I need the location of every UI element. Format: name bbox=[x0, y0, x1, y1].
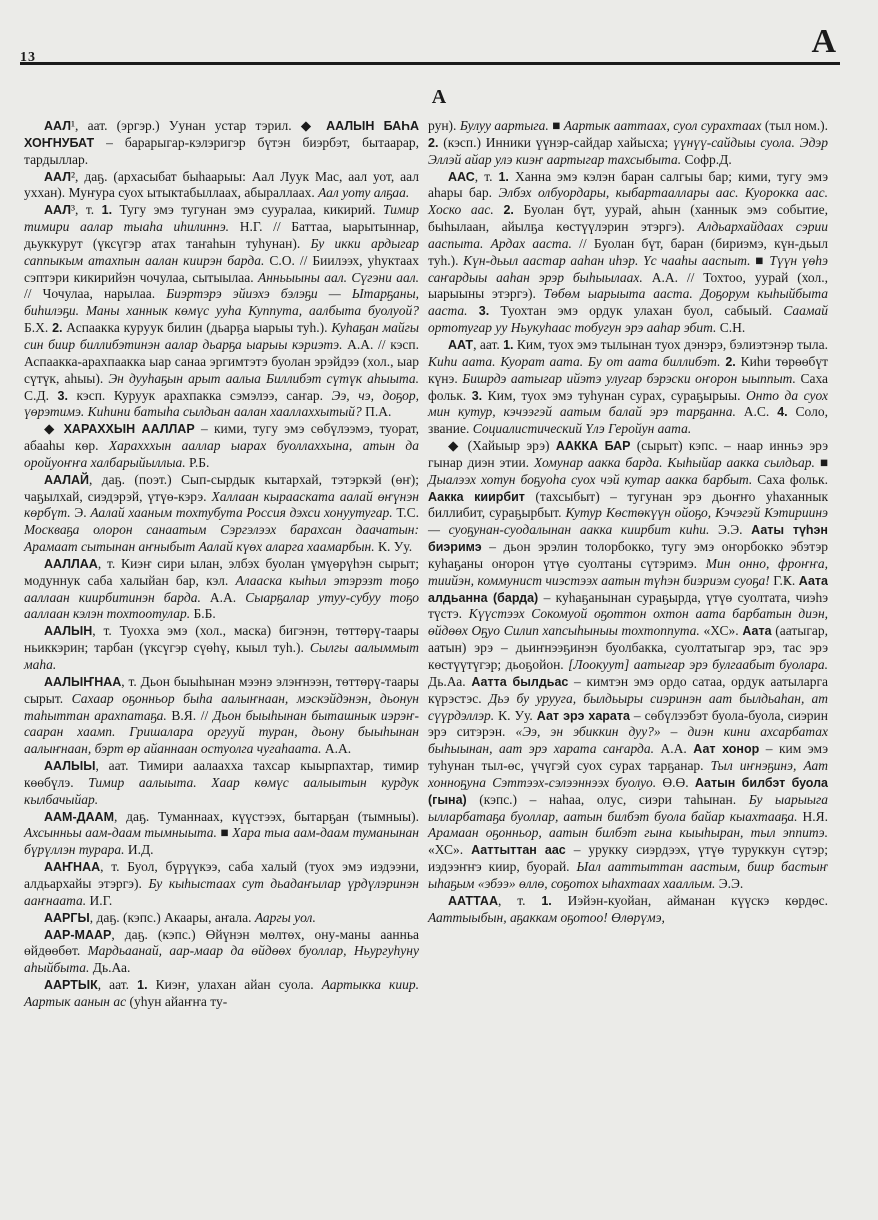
dictionary-entry: ААЛ¹, аат. (эргэр.) Уунан устар тэрил. ◆ ААЛЫН БАҺА ХОҤНУБАТ – барарыгар-кэлэригэр бүтэн биэрбэт, бытаарар, тардыллар. bbox=[24, 118, 420, 167]
dictionary-entry: ААРГЫ, даҕ. (кэпс.) Акаары, аҥала. Ааргы уол. bbox=[44, 909, 316, 925]
dictionary-entry: рун). Булуу аартыга. ■ Аартык ааттаах, суол сурахтаах (тыл ном.). 2. (кэсп.) Инники үүнэр-сайдар хайысха; үүнүү-сайдыы суола. Эдэр Эллэй айар улэ киэҥ аартыгар тахсыбыта. Софр.Д. bbox=[428, 118, 829, 167]
dictionary-entry: ААҤНАА, т. Буол, бүрүүкээ, саба халый (туох эмэ иэдээни, алдьархайы этэргэ). Бу кыһыстаах сут дьадаҥылар үрдүлэринэн ааҥнаата. И.Г. bbox=[24, 859, 419, 908]
page-number: 13 bbox=[20, 50, 36, 65]
dictionary-entry: ААЛЫҤНАА, т. Дьон быыһынан мээнэ элэҥнээн, төттөрү-таары сырыт. Сахаар оҕонньор быһа аалыҥнаан, мэскэйдэнэн, дьонун таһыттан арахпатаҕа. В.Я. // Дьон быыһынан быташнык иэрэҥ-сааран хаамп. Гришалара оргууй туран, дьону быыһынан аалыҥнаан, бэрт өр айаннаан остуолга чугаһаата. А.А. bbox=[24, 673, 420, 757]
section-letter: А bbox=[811, 23, 836, 60]
dictionary-entry: ААЛ², даҕ. (архасыбат быһаарыы: Аал Луук Мас, аал уот, аал уххан). Муҥура суох ытыктабыллаах, абыраллаах. Аал уоту алҕаа. bbox=[24, 168, 419, 201]
dictionary-entry: ААЛАЙ, даҕ. (поэт.) Сып-сырдык кытархай, тэтэркэй (өҥ); чаҕылхай, сиэдэрэй, үтүө-кэрэ. Халлаан кырааската аалай өҥүнэн көрбүт. Э. Аалай хааным тохтубута Россия дэхси хонуутугар. Т.С. Москваҕа олорон санаатым Сэргэлээх барахсан даачатын: Арамаат сытынан аҥныбыт Аалай күөх аларга хаамарбын. К. Уу. bbox=[24, 471, 419, 555]
dictionary-entry: ААРТЫК, аат. 1. Киэҥ, улахан айан суола. Аартыкка киир. Аартык аанын ас (уһун айаҥҥа ту- bbox=[24, 977, 419, 1009]
dictionary-entry: ААМ-ДААМ, даҕ. Туманнаах, күүстээх, бытарҕан (тымныы). Ахсынньы аам-даам тымныыта. ■ Хара тыа аам-даам туманынан бүрүллэн турара. И.Д. bbox=[24, 808, 419, 858]
dictionary-entry: ААЛЛАА, т. Киэҥ сири ылан, элбэх буолан үмүөрүһэн сырыт; модуннук саба халыйан бар, кэл. Алааска кыһыл этэрэзт тоҕо ааллаан киирбитинэн барда. А.А. Сыарҕалар утуу-субуу тоҕо ааллаан кэлэн тохтоотулар. Б.Б. bbox=[24, 555, 420, 622]
right-column bbox=[428, 118, 828, 927]
left-column bbox=[24, 118, 419, 1011]
dictionary-entry: ААЛЫН, т. Туохха эмэ (хол., маска) бигэнэн, төттөрү-таары ньиккэрин; тарбан (үксүгэр сүөһү, кыыл туһ.). Сылгы аалыммыт маһа. bbox=[24, 623, 419, 672]
dictionary-entry: ААТ, аат. 1. Ким, туох эмэ тылынан туох дэнэрэ, бэлиэтэнэр тыла. Киһи аата. Куорат аата. Бу от аата биллибэт. 2. Киһи төрөөбүт күнэ. Бишрдэ аатыгар ийэтэ улугар бэрэски оҥорон ыыппыт. Саха фольк. 3. Ким, туох эмэ туһунан сурах, сураҕырыы. Онто да суох мин кутур, кэчээгэй аатым балай эрэ тарҕанна. А.С. 4. Солo, звание. Социалистический Үлэ Геройун аата. bbox=[428, 336, 829, 437]
dictionary-entry: ААЛ³, т. 1. Тугу эмэ тугунан эмэ сууралаа, кикирий. Тимир тимири аалар тыаһа иһилиннэ. Н.Г. // Баттаа, ыарытыннар, дьуккурут (үксүгэр атах таҥаһын туһунан). Бу икки ардыгар саппыкым атахпын аалан киирэн барда. С.О. // Биилээх, уһуктаах сэптэри кикирийэн чочулаа, сытыылаа. Анньыыны аал. Сүгэни аал. // Чочулаа, нарылаа. Биэртэрэ эйиэхэ бэлэҕи — Ытарҕаны, биһилэҕи. Маны ханнык көмүс ууһа Куппута, аалбыта буолуой? Б.Х. 2. Аспаакка куруук билин (дьарҕа ыарыы туһ.). Куһаҕан майгы син биир биллибэтинэн аалар дьарҕа ыарыы кэриэтэ. А.А. // кэсп. Аспаакка-арахпаакка ыар санаа эргимтэтэ буолан эрэйдээ (хол., ыар сүтүк, аһыы). Эн дууһаҕын арыт аалыа Биллибэт сүтүк аһыыта. С.Д. 3. кэсп. Куруук арахпакка сэмэлээ, саҥар. Ээ, чэ, доҕор, үөрэтимэ. Киһини батыһа сылдьан аалан хааллаххытый? П.А. bbox=[24, 202, 420, 420]
header-rule bbox=[20, 62, 840, 65]
dictionary-entry: ААР-МААР, даҕ. (кэпс.) Өйүнэн мөлтөх, ону-маны аанньа өйдөөбөт. Мардьаанай, аар-маар да өйдөөх буоллар, Ньургуһуну аһыйбыта. Дь.Аа. bbox=[24, 926, 419, 976]
section-heading: А bbox=[431, 86, 447, 108]
dictionary-entry: ◆ (Хайыыр эрэ) ААККА БАР (сырыт) кэпс. – наар инньэ эрэ гынар диэн этии. Хомунар аакка барда. Кыһыйар аакка сылдьар. ■ Дыалээх хотун боҕуоһа суох чэй кутар аакка барбыт. Саха фольк. Аакка киирбит (тахсыбыт) – тугунан эрэ дьоҥҥо уһаханнык биллибит, сураҕырбыт. Кутур Көстөкүүн ойоҕо, Кэчэгэй Кэтириинэ — суоҕунан-суодалынан аакка киирбит киһи. Э.Э. Ааты түһэн биэримэ – дьон эрэлин толорбокко, тугу эмэ оҥорбокко эбэтэр куһаҕаны оҥорон үтүө суолтаны сүтэримэ. Мин онно, фроҥҥа, тиийэн, коммунист чиэстээх аатын түһэн биэриэм суоҕа! Г.Ҝ. Аата алдьанна (барда) – куһаҕанынан сураҕырда, үтүө суолтата, чиэһэ түстэ. Күүстээх Сокомуой оҕоттон охтон аата барбатын диэн, өйдөөх Оҕуо Силип хапсыһыныы тохтоппута. «ХС». Аата (аатыгар, аатын) эрэ – дьиҥнээҕинэн буолбакка, суолтатыгар эрэ, тас эрэ көстүүтүгэр; дьоҕойон. [Лоокуут] аатыгар эрэ булгаабыт буолара. Дь.Аа. Аатта былдьас – кимтэн эмэ ордо сатаа, ордук аатыларга күрэстэс. Дьэ бу урууга, былдьыры сиэринэн аат былдьаһан, ат сүүрдэллэр. К. Уу. Аат эрэ харата – сөбүлээбэт буола-буола, сиэрин эрэ ситэрэн. «Ээ, эн эбиккин дуу?» – диэн кини ахсарбатах быһыынан, аат эрэ харата саҥарда. А.А. Аат хонор – ким эмэ туһунан тыл-өс, үчүгэй суох сурах тарҕанар. Тыл иҥнэҕинэ, Аат хонноҕуна Сэттээх-сэлээннээх буолуо. Ө.Ө. Аатын билбэт буола (гына) (кэпс.) – наһаа, олус, сиэри таһынан. Бу ыарыыга ылларбатаҕа буоллар, аатын билбэт буола байар кыахтааҕа. Н.Я. Арамаан оҕонньор, аатын билбэт гына кыыһыран, тыл эппитэ. «ХС». Ааттыттан аас – урукку сиэрдээх, үтүө туруккун сүтэр; иэдээҥҥэ киир, буорай. Ыал ааттыттан аастым, биир бастыҥ ыһаҕым «эбээ» өллө, соҕотох ыһахтаах хааллым. Э.Э. bbox=[428, 438, 829, 891]
dictionary-entry: ААТТАА, т. 1. Иэйэн-куойан, айманан күүскэ көрдөс. Ааттыыбын, аҕаккам оҕотоо! Өлөрүмэ, bbox=[428, 892, 828, 925]
dictionary-entry: ААС, т. 1. Ханна эмэ кэлэн баран салгыы бар; кими, тугу эмэ аһары бар. Элбэх олбуордары, кыбартааллары аас. Куорокка аас. Хоско аас. 2. Буолан бүт, уурай, аһын (ханнык эмэ событие, быһылаан, айылҕа көстүүлэрин этэргэ). Алдьархайдаах сэрии ааспыта. Ардах ааста. // Буолан бүт, баран (бириэмэ, күн-дьыл туһ.). Күн-дьыл аастар ааһан иһэр. Үс чааһы ааспыт. ■ Түүн үөһэ саҥардыы ааһан эрэр быһыылаах. А.А. // Тохтоо, уурай (хол., ыарыыны этэргэ). Төбөм ыарыыта ааста. Доҕорум кыһыйбыта ааста. 3. Туохтан эмэ ордук улахан буол, сабыый. Саамай ортотугар уу Ньукуһаас тобугун эрэ ааһар эбит. С.Н. bbox=[428, 168, 829, 336]
dictionary-entry: ◆ ХАРАХХЫН ААЛЛАР – кими, тугу эмэ сөбүлээмэ, туорат, абааһы көр. Харахххын ааллар ыарах буоллаххына, атын да оройуоҥҥа халбарыйыллыа. Р.Б. bbox=[24, 421, 419, 470]
dictionary-entry: ААЛЫЫ, аат. Тимири аалаахха тахсар кыырпахтар, тимир көөбүлэ. Тимир аалыыта. Хаар көмүс аалыытын курдук кылбачыйар. bbox=[24, 758, 419, 807]
